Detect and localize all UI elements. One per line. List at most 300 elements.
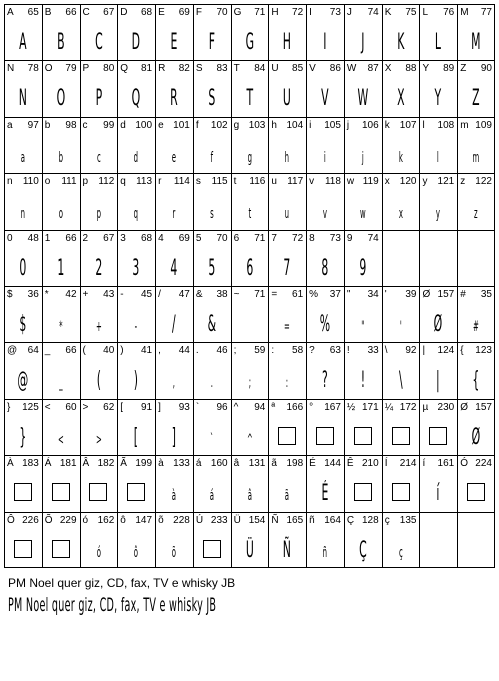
- glyph-code: 78: [27, 63, 39, 75]
- glyph-code: 109: [475, 119, 492, 131]
- glyph-cell: [80, 230, 118, 286]
- glyph-sample: +: [95, 319, 102, 335]
- glyph-cell: [155, 4, 193, 60]
- glyph-label: [422, 175, 454, 189]
- glyph-code: 39: [405, 289, 417, 300]
- glyph-cell: [306, 512, 344, 568]
- glyph-cell: [457, 455, 495, 511]
- glyph-sample: %: [319, 312, 331, 337]
- grid-line: [4, 173, 495, 174]
- glyph-char: á: [195, 458, 202, 470]
- glyph-sample: 0: [19, 255, 27, 281]
- glyph-char: 6: [233, 232, 240, 244]
- glyph-label: [347, 119, 379, 133]
- glyph-label: [158, 232, 190, 246]
- glyph-char: 3: [120, 232, 126, 244]
- missing-glyph-box: [52, 483, 70, 501]
- glyph-code: 47: [178, 289, 190, 300]
- glyph-char: g: [233, 119, 240, 131]
- glyph-cell: [268, 230, 306, 286]
- glyph-code: 88: [405, 63, 417, 75]
- glyph-label: [120, 6, 152, 20]
- glyph-sample: W: [357, 86, 369, 112]
- glyph-sample: D: [131, 30, 141, 55]
- glyph-label: [120, 119, 152, 133]
- glyph-cell: [193, 342, 231, 398]
- glyph-code: 162: [97, 514, 115, 526]
- glyph-cell: [268, 117, 306, 173]
- glyph-cell: [155, 342, 193, 398]
- glyph-label: [309, 232, 341, 246]
- glyph-sample: O: [56, 86, 65, 112]
- glyph-sample: V: [321, 86, 329, 112]
- glyph-char: S: [195, 63, 203, 75]
- glyph-char: ): [120, 345, 124, 357]
- glyph-char: +: [82, 289, 89, 300]
- grid-line: [419, 4, 420, 568]
- glyph-char: µ: [422, 401, 429, 413]
- glyph-code: 77: [480, 7, 492, 18]
- glyph-cell: [4, 173, 42, 229]
- glyph-cell: [268, 455, 306, 511]
- glyph-char: c: [82, 119, 88, 131]
- glyph-code: 61: [292, 289, 304, 300]
- glyph-cell: [457, 342, 495, 398]
- glyph-label: [234, 62, 266, 76]
- missing-glyph-box: [89, 483, 107, 501]
- glyph-label: [45, 6, 77, 20]
- glyph-label: [7, 514, 39, 528]
- glyph-label: [271, 401, 303, 415]
- grid-line: [382, 4, 383, 568]
- glyph-code: 41: [140, 345, 153, 357]
- glyph-sample: g: [247, 149, 252, 166]
- glyph-label: [347, 62, 379, 76]
- glyph-code: 86: [329, 63, 341, 75]
- glyph-char: $: [7, 289, 13, 300]
- glyph-char: w: [346, 176, 355, 188]
- glyph-sample: H: [283, 30, 292, 55]
- glyph-code: 98: [65, 119, 77, 131]
- glyph-char: O: [44, 63, 53, 75]
- glyph-cell: [155, 117, 193, 173]
- glyph-sample: f: [210, 149, 213, 166]
- glyph-cell: [193, 455, 231, 511]
- glyph-cell: [4, 455, 42, 511]
- missing-glyph-box: [354, 427, 372, 445]
- glyph-code: 125: [22, 401, 39, 413]
- glyph-cell: [4, 230, 42, 286]
- glyph-cell: [382, 60, 420, 116]
- glyph-char: @: [7, 345, 18, 357]
- grid-line: [42, 4, 43, 568]
- glyph-cell: [306, 173, 344, 229]
- glyph-cell: [382, 286, 420, 342]
- glyph-cell: [117, 399, 155, 455]
- glyph-char: L: [422, 7, 429, 18]
- glyph-sample: [: [134, 424, 139, 450]
- glyph-char: ñ: [309, 514, 315, 526]
- glyph-cell: [193, 4, 231, 60]
- glyph-label: [422, 401, 454, 415]
- glyph-label: [309, 514, 341, 528]
- glyph-sample: n: [20, 206, 26, 223]
- glyph-cell: [306, 455, 344, 511]
- glyph-cell: [268, 4, 306, 60]
- glyph-cell: [419, 117, 457, 173]
- glyph-cell: [231, 4, 269, 60]
- glyph-char: Y: [422, 63, 430, 75]
- glyph-cell: [117, 286, 155, 342]
- glyph-label: [271, 514, 303, 528]
- glyph-cell: [42, 286, 80, 342]
- glyph-code: 181: [59, 458, 77, 470]
- glyph-code: 144: [324, 458, 341, 470]
- glyph-code: 69: [178, 232, 190, 244]
- glyph-code: 92: [405, 345, 417, 357]
- glyph-sample: k: [398, 149, 403, 166]
- glyph-label: [158, 175, 190, 189]
- glyph-cell: [419, 173, 457, 229]
- grid-line: [4, 4, 495, 5]
- glyph-label: [45, 232, 77, 246]
- missing-glyph-box: [316, 427, 334, 445]
- glyph-cell: [344, 399, 382, 455]
- glyph-code: 135: [399, 514, 417, 526]
- glyph-code: 101: [173, 119, 190, 131]
- glyph-cell: [80, 399, 118, 455]
- glyph-char: z: [460, 176, 466, 188]
- glyph-label: [7, 175, 39, 189]
- glyph-sample: @: [17, 368, 29, 394]
- glyph-label: [385, 401, 417, 415]
- glyph-cell: [193, 286, 231, 342]
- glyph-sample: Ç: [359, 537, 367, 563]
- glyph-code: 157: [437, 289, 455, 300]
- glyph-char: #: [460, 289, 466, 300]
- glyph-sample: É: [321, 481, 329, 507]
- glyph-cell: [117, 512, 155, 568]
- glyph-label: [45, 175, 77, 189]
- glyph-code: 71: [254, 289, 266, 300]
- glyph-label: [196, 514, 228, 528]
- glyph-char: >: [82, 401, 89, 413]
- glyph-label: [385, 6, 417, 20]
- glyph-cell: [155, 173, 193, 229]
- glyph-sample: Ø: [471, 424, 481, 450]
- glyph-char: Ú: [195, 514, 204, 526]
- glyph-char: R: [158, 63, 166, 75]
- glyph-code: 113: [136, 176, 153, 188]
- glyph-label: [83, 288, 115, 302]
- glyph-label: [196, 6, 228, 20]
- glyph-code: 46: [216, 345, 228, 357]
- glyph-cell: [382, 512, 420, 568]
- glyph-label: [347, 344, 379, 358]
- glyph-sample: Q: [131, 86, 141, 112]
- grid-line: [80, 4, 81, 568]
- glyph-code: 116: [249, 176, 266, 188]
- glyph-code: 226: [22, 514, 39, 526]
- glyph-code: 90: [480, 63, 492, 75]
- glyph-sample: P: [95, 86, 102, 112]
- glyph-label: [196, 175, 228, 189]
- glyph-cell: [231, 455, 269, 511]
- glyph-sample: 7: [283, 255, 291, 281]
- glyph-code: 121: [437, 176, 455, 188]
- glyph-label: [422, 288, 454, 302]
- glyph-label: [45, 401, 77, 415]
- grid-line: [117, 4, 118, 568]
- glyph-cell: [268, 60, 306, 116]
- glyph-label: [460, 457, 492, 471]
- glyph-char: Q: [120, 63, 129, 75]
- glyph-sample: 5: [208, 255, 216, 281]
- glyph-cell: [4, 342, 42, 398]
- glyph-code: 103: [248, 119, 266, 131]
- glyph-sample: p: [96, 206, 101, 223]
- glyph-sample: #: [473, 319, 480, 335]
- glyph-label: [347, 457, 379, 471]
- glyph-cell: [42, 173, 80, 229]
- glyph-char: j: [346, 119, 350, 131]
- glyph-char: ': [384, 289, 387, 300]
- glyph-code: 67: [103, 232, 115, 244]
- glyph-sample: o: [58, 206, 63, 223]
- glyph-label: [7, 119, 39, 133]
- glyph-sample: R: [170, 86, 178, 112]
- glyph-label: [422, 119, 454, 133]
- glyph-label: [422, 457, 454, 471]
- glyph-sample: |: [436, 368, 441, 394]
- glyph-code: 48: [27, 232, 39, 244]
- glyph-sample: ñ: [322, 544, 328, 561]
- glyph-label: [158, 62, 190, 76]
- grid-line: [268, 4, 269, 568]
- glyph-sample: _: [58, 375, 63, 392]
- glyph-char: Ø: [460, 401, 468, 413]
- grid-line: [4, 399, 495, 400]
- glyph-code: 40: [103, 345, 115, 357]
- glyph-sample: l: [437, 149, 440, 166]
- glyph-char: <: [44, 401, 51, 413]
- glyph-cell: [382, 117, 420, 173]
- glyph-char: {: [460, 345, 464, 357]
- glyph-cell: [268, 173, 306, 229]
- glyph-char: y: [422, 176, 428, 188]
- glyph-cell: [268, 342, 306, 398]
- glyph-code: 117: [287, 176, 304, 188]
- glyph-cell: [306, 117, 344, 173]
- glyph-code: 183: [22, 458, 39, 470]
- glyph-cell: [155, 230, 193, 286]
- glyph-label: [309, 175, 341, 189]
- glyph-sample: S: [208, 86, 216, 112]
- glyph-cell: [80, 286, 118, 342]
- glyph-code: 76: [443, 7, 455, 18]
- glyph-label: [83, 457, 115, 471]
- glyph-code: 97: [27, 119, 39, 131]
- glyph-sample: X: [396, 86, 405, 112]
- glyph-cell: [419, 342, 457, 398]
- glyph-sample: Ñ: [283, 537, 292, 563]
- glyph-code: 58: [292, 345, 304, 357]
- glyph-cell: [155, 399, 193, 455]
- glyph-label: [234, 344, 266, 358]
- glyph-code: 80: [103, 63, 115, 75]
- glyph-sample: $: [19, 312, 27, 337]
- glyph-char: x: [384, 176, 390, 188]
- glyph-cell: [419, 230, 457, 286]
- glyph-label: [45, 514, 77, 528]
- glyph-char: 9: [346, 232, 353, 244]
- glyph-label: [45, 62, 77, 76]
- glyph-sample: u: [285, 206, 290, 223]
- glyph-code: 63: [329, 345, 341, 357]
- glyph-char: 8: [309, 232, 315, 244]
- glyph-sample: L: [435, 30, 442, 55]
- glyph-sample: s: [209, 206, 214, 223]
- glyph-char: p: [82, 176, 89, 188]
- glyph-code: 210: [362, 458, 379, 470]
- glyph-label: [385, 62, 417, 76]
- glyph-char: ,: [158, 345, 161, 357]
- glyph-code: 154: [248, 514, 266, 526]
- glyph-cell: [231, 342, 269, 398]
- glyph-char: d: [120, 119, 126, 131]
- glyph-code: 157: [475, 401, 492, 413]
- glyph-code: 72: [292, 7, 304, 18]
- glyph-char: q: [120, 176, 126, 188]
- glyph-code: 164: [324, 514, 341, 526]
- glyph-sample: .: [210, 375, 213, 392]
- glyph-code: 68: [140, 232, 153, 244]
- glyph-cell: [117, 117, 155, 173]
- glyph-code: 172: [399, 401, 417, 413]
- glyph-code: 104: [286, 119, 304, 131]
- glyph-code: 71: [254, 7, 266, 18]
- glyph-code: 115: [211, 176, 228, 188]
- glyph-sample: T: [246, 86, 253, 112]
- glyph-label: [460, 344, 492, 358]
- glyph-char: 1: [44, 232, 51, 244]
- glyph-sample: /: [172, 312, 176, 337]
- glyph-cell: [382, 173, 420, 229]
- glyph-cell: [231, 230, 269, 286]
- glyph-label: [347, 6, 379, 20]
- glyph-sample: d: [133, 149, 139, 166]
- glyph-label: [271, 232, 303, 246]
- glyph-sample: *: [58, 319, 63, 335]
- glyph-char: Ø: [422, 289, 431, 300]
- grid-line: [306, 4, 307, 568]
- glyph-char: T: [233, 63, 240, 75]
- glyph-code: 67: [103, 7, 115, 18]
- glyph-code: 71: [254, 232, 266, 244]
- glyph-sample: U: [283, 86, 292, 112]
- glyph-code: 73: [329, 232, 341, 244]
- glyph-label: [7, 401, 39, 415]
- glyph-code: 43: [103, 289, 115, 300]
- glyph-char: õ: [158, 514, 164, 526]
- glyph-code: 99: [103, 119, 115, 131]
- glyph-char: %: [309, 289, 319, 300]
- glyph-code: 44: [178, 345, 190, 357]
- missing-glyph-box: [354, 483, 372, 501]
- glyph-cell: [117, 173, 155, 229]
- glyph-label: [347, 401, 379, 415]
- sample-glyph-text: PM Noel quer giz, CD, fax, TV e whisky JB: [8, 594, 217, 616]
- glyph-label: [422, 6, 454, 20]
- glyph-code: 112: [98, 176, 115, 188]
- character-map-grid: [4, 4, 495, 568]
- glyph-sample: â: [247, 488, 252, 505]
- glyph-char: G: [233, 7, 242, 18]
- glyph-cell: [193, 60, 231, 116]
- glyph-sample: G: [245, 30, 254, 55]
- glyph-label: [120, 514, 152, 528]
- glyph-label: [158, 119, 190, 133]
- glyph-cell: [117, 230, 155, 286]
- glyph-label: [460, 401, 492, 415]
- glyph-cell: [117, 455, 155, 511]
- glyph-code: 111: [61, 176, 77, 188]
- glyph-sample: Ü: [245, 537, 254, 563]
- glyph-sample: à: [171, 488, 177, 505]
- grid-line: [4, 117, 495, 118]
- glyph-char: à: [158, 458, 164, 470]
- glyph-label: [158, 6, 190, 20]
- glyph-code: 228: [173, 514, 190, 526]
- glyph-code: 93: [178, 401, 190, 413]
- glyph-sample: 6: [246, 255, 253, 281]
- glyph-char: D: [120, 7, 128, 18]
- glyph-code: 96: [216, 401, 228, 413]
- glyph-char: °: [309, 401, 314, 413]
- missing-glyph-box: [203, 540, 221, 558]
- glyph-cell: [231, 399, 269, 455]
- glyph-char: }: [7, 401, 11, 413]
- glyph-label: [158, 514, 190, 528]
- glyph-char: -: [120, 289, 124, 300]
- glyph-code: 160: [210, 458, 228, 470]
- glyph-sample: b: [58, 149, 63, 166]
- grid-line: [193, 4, 194, 568]
- glyph-code: 230: [437, 401, 455, 413]
- glyph-char: B: [44, 7, 52, 18]
- glyph-cell: [344, 512, 382, 568]
- glyph-code: 70: [216, 7, 228, 18]
- glyph-cell: [42, 4, 80, 60]
- glyph-code: 106: [362, 119, 379, 131]
- glyph-cell: [42, 455, 80, 511]
- glyph-char: !: [346, 345, 350, 357]
- glyph-char: â: [233, 458, 240, 470]
- glyph-cell: [42, 512, 80, 568]
- glyph-code: 131: [248, 458, 266, 470]
- glyph-cell: [306, 230, 344, 286]
- glyph-sample: t: [248, 206, 251, 223]
- glyph-char: N: [7, 63, 15, 75]
- glyph-sample: 9: [359, 255, 367, 281]
- grid-line: [4, 286, 495, 287]
- glyph-sample: }: [19, 424, 27, 450]
- glyph-code: 66: [65, 232, 77, 244]
- glyph-cell: [4, 399, 42, 455]
- glyph-sample: v: [322, 206, 328, 223]
- glyph-label: [83, 514, 115, 528]
- glyph-cell: [231, 60, 269, 116]
